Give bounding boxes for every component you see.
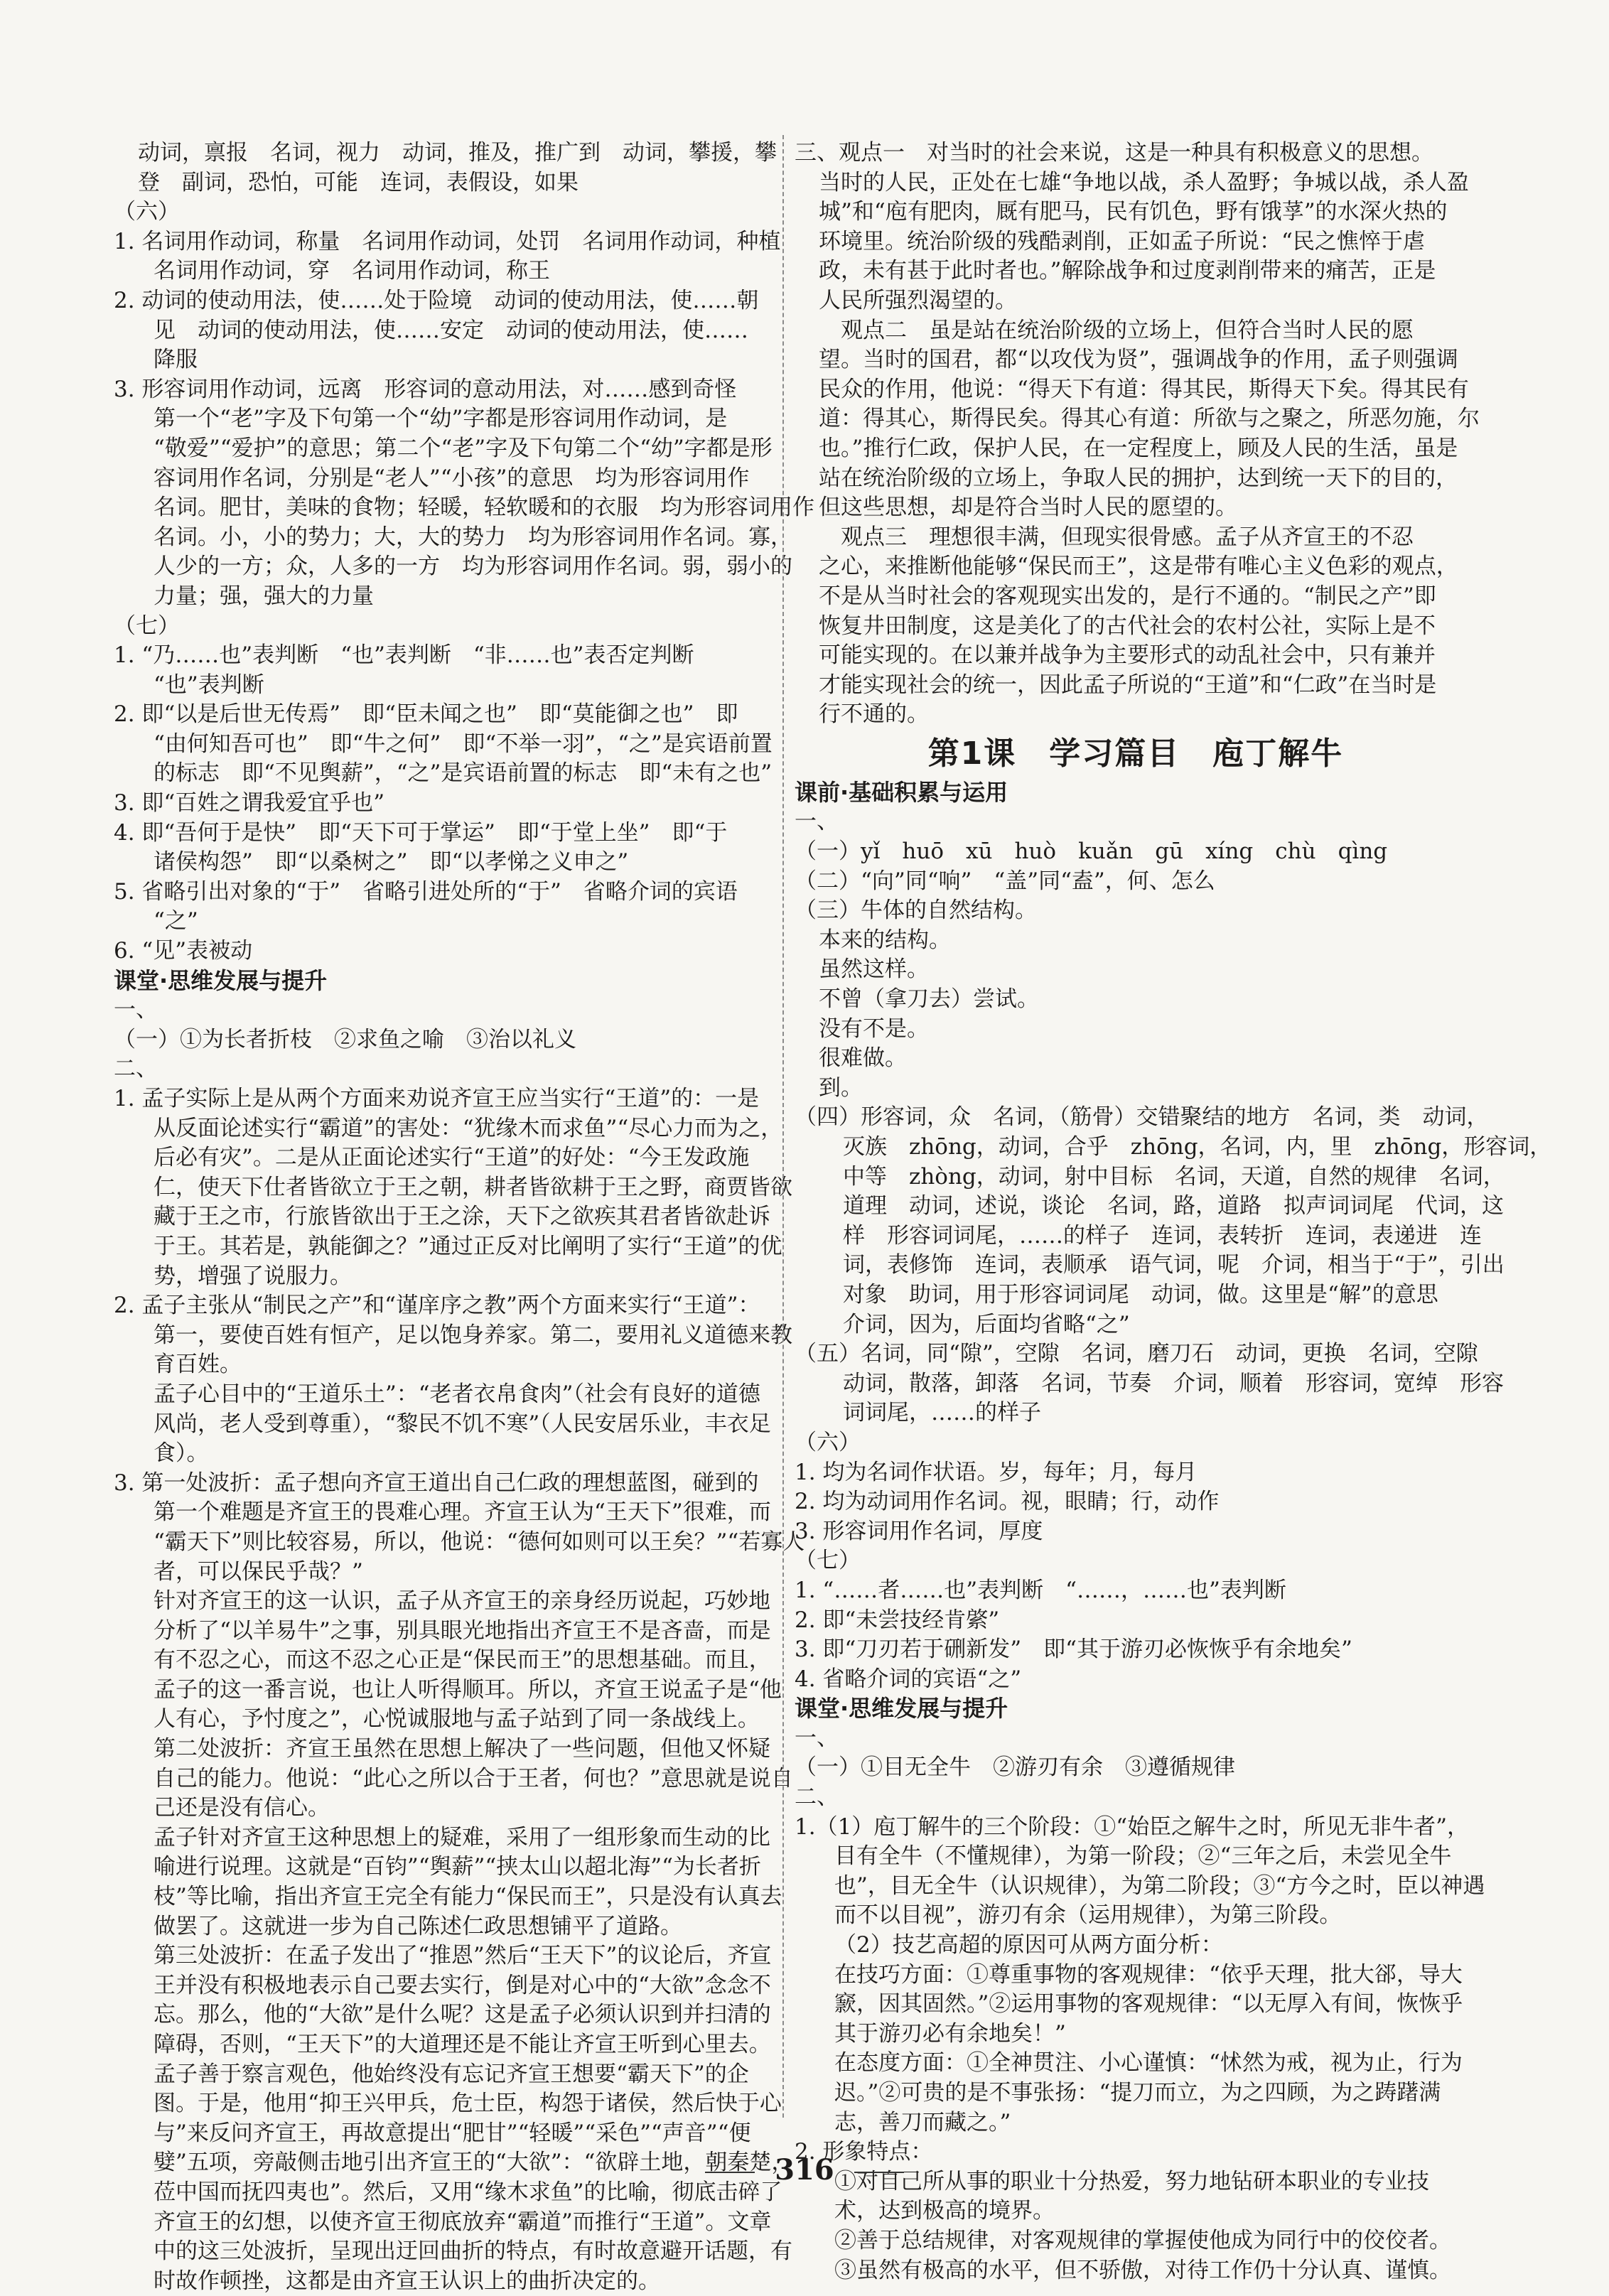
text-line: 观点三 理想很丰满，但现实很骨感。孟子从齐宣王的不忍 xyxy=(819,524,1414,550)
text-line: 不是从当时社会的客观现实出发的，是行不通的。“制民之产”即 xyxy=(819,583,1436,609)
text-line: 没有不是。 xyxy=(819,1015,929,1042)
text-line: 孟子善于察言观色，他始终没有忘记齐宣王想要“霸天下”的企 xyxy=(154,2061,749,2087)
text-line: 的标志 即“不见舆薪”，“之”是宾语前置的标志 即“未有之也” xyxy=(154,760,773,787)
footer-dash-right xyxy=(854,2172,904,2173)
text-line: 育百姓。 xyxy=(154,1352,242,1378)
text-line: 才能实现社会的统一，因此孟子所说的“王道”和“仁政”在当时是 xyxy=(819,672,1437,698)
text-line: 词，表修饰 连词，表顺承 语气词，呢 介词，相当于“于”，引出 xyxy=(843,1252,1505,1278)
text-line: 三、观点一 对当时的社会来说，这是一种具有积极意义的思想。 xyxy=(795,140,1433,166)
text-line: 二、 xyxy=(795,1784,839,1811)
text-line: （七） xyxy=(114,613,180,639)
text-line: 第一，要使百姓有恒产，足以饱身养家。第二，要用礼义道德来教 xyxy=(154,1322,792,1348)
text-line: 有不忍之心，而这不忍之心正是“保民而王”的思想基础。而且， xyxy=(154,1647,771,1674)
text-line: 观点二 虽是站在统治阶级的立场上，但符合当时人民的愿 xyxy=(819,317,1414,343)
text-line: 力量；强，强大的力量 xyxy=(154,583,374,609)
text-line: 2. 均为动词用作名词。视，眼睛；行，动作 xyxy=(795,1489,1220,1515)
text-line: 4. 省略介词的宾语“之” xyxy=(795,1666,1022,1692)
text-line: “由何知吾可也” 即“牛之何” 即“不举一羽”，“之”是宾语前置 xyxy=(154,731,773,757)
text-line: 做罢了。这就进一步为自己陈述仁政思想铺平了道路。 xyxy=(154,1913,682,1939)
text-line: 不曾（拿刀去）尝试。 xyxy=(819,986,1039,1013)
text-line: 城”和“庖有肥肉，厩有肥马，民有饥色，野有饿莩”的水深火热的 xyxy=(819,199,1448,225)
text-line: 1. 均为名词作状语。岁，每年；月，每月 xyxy=(795,1459,1198,1485)
text-line: 障碍，否则，“王天下”的大道理还是不能让齐宣王听到心里去。 xyxy=(154,2032,771,2057)
text-line: 术，达到极高的境界。 xyxy=(834,2198,1055,2224)
text-line: 也”，目无全牛（认识规律），为第二阶段；③“方今之时，臣以神遇 xyxy=(834,1872,1485,1899)
text-line: 枝”等比喻，指出齐宣王完全有能力“保民而王”，只是没有认真去 xyxy=(154,1884,782,1910)
text-line: 风尚，老人受到尊重），“黎民不饥不寒”（人民安居乐业，丰衣足 xyxy=(154,1411,771,1437)
text-line: 名词。肥甘，美味的食物；轻暖，轻软暖和的衣服 均为形容词用作 xyxy=(154,495,814,521)
text-line: 恢复井田制度，这是美化了的古代社会的农村公社，实际上是不 xyxy=(819,613,1436,639)
text-line: 环境里。统治阶级的残酷剥削，正如孟子所说：“民之憔悴于虐 xyxy=(819,228,1425,254)
text-line: 2. 动词的使动用法，使……处于险境 动词的使动用法，使……朝 xyxy=(114,287,759,313)
text-line: 政，未有甚于此时者也。”解除战争和过度剥削带来的痛苦，正是 xyxy=(819,258,1436,284)
text-line: 道：得其心，斯得民矣。得其心有道：所欲与之聚之，所恶勿施，尔 xyxy=(819,406,1480,432)
footer-dash-left xyxy=(705,2172,755,2173)
text-line: 第一个“老”字及下句第一个“幼”字都是形容词用作动词，是 xyxy=(154,406,728,432)
text-line: 一、 xyxy=(114,997,158,1023)
text-line: 3. 即“百姓之谓我爱宜乎也” xyxy=(114,790,385,816)
text-line: 降服 xyxy=(154,347,198,373)
text-line: ①对自己所从事的职业十分热爱，努力地钻研本职业的专业技 xyxy=(834,2168,1429,2194)
text-line: 时故作顿挫，这都是由齐宣王认识上的曲折决定的。 xyxy=(154,2268,660,2294)
text-line: 一、 xyxy=(795,809,839,835)
text-line: （六） xyxy=(114,199,180,225)
text-line: 其于游刃必有余地矣！” xyxy=(834,2020,1066,2047)
text-line: 对象 助词，用于形容词词尾 动词，做。这里是“解”的意思 xyxy=(843,1281,1438,1308)
text-line: 齐宣王的幻想，以使齐宣王彻底放弃“霸道”而推行“王道”。文章 xyxy=(154,2209,772,2235)
text-line: （五）名词，同“隙”，空隙 名词，磨刀石 动词，更换 名词，空隙 xyxy=(795,1341,1478,1367)
text-line: 人有心，予忖度之”，心悦诚服地与孟子站到了同一条战线上。 xyxy=(154,1706,760,1732)
text-line: 一、 xyxy=(795,1725,839,1751)
text-line: “敬爱”“爱护”的意思；第二个“老”字及下句第二个“幼”字都是形 xyxy=(154,435,773,461)
text-line: 但这些思想，却是符合当时人民的愿望的。 xyxy=(819,495,1237,521)
text-line: 道理 动词，述说，谈论 名词，路，道路 拟声词词尾 代词，这 xyxy=(843,1193,1504,1219)
right-column xyxy=(795,139,1552,2285)
text-line: 从反面论述实行“霸道”的害处：“犹缘木而求鱼”“尽心力而为之， xyxy=(154,1115,783,1141)
text-line: 者，可以保民乎哉？” xyxy=(154,1558,363,1585)
text-line: 诸侯构怨” 即“以桑树之” 即“以孝悌之义申之” xyxy=(154,849,629,875)
text-line: 到。 xyxy=(819,1074,863,1101)
text-line: 5. 省略引出对象的“于” 省略引进处所的“于” 省略介词的宾语 xyxy=(114,878,738,905)
text-line: 分析了“以羊易牛”之事，别具眼光地指出齐宣王不是吝啬，而是 xyxy=(154,1617,771,1644)
text-line: 动词，散落，卸落 名词，节奏 介词，顺着 形容词，宽绰 形容 xyxy=(843,1370,1504,1396)
text-line: 孟子针对齐宣王这种思想上的疑难，采用了一组形象而生动的比 xyxy=(154,1824,770,1850)
text-line: 忘。那么，他的“大欲”是什么呢？这是孟子必须认识到并扫清的 xyxy=(154,2002,771,2028)
text-line: 孟子心目中的“王道乐土”：“老者衣帛食肉”（社会有良好的道德 xyxy=(154,1381,760,1407)
text-line: 也。”推行仁政，保护人民，在一定程度上，顾及人民的生活，虽是 xyxy=(819,435,1458,461)
text-line: 1. “……者……也”表判断 “……，……也”表判断 xyxy=(795,1577,1286,1603)
page-number-footer xyxy=(0,2153,1609,2187)
text-line: 孟子的这一番言说，也让人听得顺耳。所以，齐宣王说孟子是“他 xyxy=(154,1676,782,1703)
text-line: 2. 即“未尝技经肯綮” xyxy=(795,1607,1000,1633)
text-line: 而不以目视”，游刃有余（运用规律），为第三阶段。 xyxy=(834,1902,1342,1929)
text-line: 3. 形容词用作名词，厚度 xyxy=(795,1518,1043,1544)
text-line: （七） xyxy=(795,1548,861,1574)
text-line: “也”表判断 xyxy=(154,672,264,698)
text-line: 容词用作名词，分别是“老人”“小孩”的意思 均为形容词用作 xyxy=(154,465,750,491)
text-line: 动词，禀报 名词，视力 动词，推及，推广到 动词，攀援，攀 xyxy=(138,140,777,166)
text-line: 志，善刀而藏之。” xyxy=(834,2109,1011,2135)
text-line: 人民所强烈渴望的。 xyxy=(819,287,1017,313)
text-line: 行不通的。 xyxy=(819,701,929,728)
text-line: 自己的能力。他说：“此心之所以合于王者，何也？”意思就是说自 xyxy=(154,1765,793,1791)
text-line: 莅中国而抚四夷也”。然后，又用“缘木求鱼”的比喻，彻底击碎了 xyxy=(154,2179,782,2205)
text-line: 虽然这样。 xyxy=(819,956,929,983)
text-line: 词词尾，……的样子 xyxy=(843,1400,1041,1426)
text-line: 介词，因为，后面均省略“之” xyxy=(843,1311,1130,1337)
column-divider xyxy=(782,135,784,2118)
text-line: 名词用作动词，穿 名词用作动词，称王 xyxy=(154,258,550,284)
page-number: 316 xyxy=(775,2153,834,2187)
text-line: 与”来反问齐宣王，再故意提出“肥甘”“轻暖”“采色”“声音”“便 xyxy=(154,2120,751,2146)
text-line: 嬖”五项，旁敲侧击地引出齐宣王的“大欲”：“欲辟土地，朝秦楚， xyxy=(154,2150,794,2176)
text-line: 中等 zhòng，动词，射中目标 名词，天道，自然的规律 名词， xyxy=(843,1163,1505,1190)
text-line: 在态度方面：①全神贯注、小心谨慎：“怵然为戒，视为止，行为 xyxy=(834,2050,1463,2076)
text-line: 1. 名词用作动词，称量 名词用作动词，处罚 名词用作动词，种植 xyxy=(114,228,781,254)
text-line: 喻进行说理。这就是“百钧”“舆薪”“挟太山以超北海”“为长者折 xyxy=(154,1854,761,1880)
text-line: （二）“向”同“响” “盖”同“盍”，何、怎么 xyxy=(795,868,1215,894)
text-line: （四）形容词，众 名词，（筋骨）交错聚结的地方 名词，类 动词， xyxy=(795,1104,1489,1131)
text-line: ②善于总结规律，对客观规律的掌握使他成为同行中的佼佼者。 xyxy=(834,2227,1451,2253)
text-line: 势，增强了说服力。 xyxy=(154,1263,352,1289)
text-line: “霸天下”则比较容易，所以，他说：“德何如则可以王矣？”“若寡人 xyxy=(154,1529,805,1555)
text-line: 人少的一方；众，人多的一方 均为形容词用作名词。弱，弱小的 xyxy=(154,554,792,580)
text-line: 中的这三处波折，呈现出迂回曲折的特点，有时故意避开话题，有 xyxy=(154,2238,792,2265)
text-line: 针对齐宣王的这一认识，孟子从齐宣王的亲身经历说起，巧妙地 xyxy=(154,1588,770,1615)
text-line: 名词。小，小的势力；大，大的势力 均为形容词用作名词。寡， xyxy=(154,524,792,550)
text-line: 望。当时的国君，都“以攻伐为贤”，强调战争的作用，孟子则强调 xyxy=(819,347,1458,373)
text-line: 之心，来推断他能够“保民而王”，这是带有唯心主义色彩的观点， xyxy=(819,554,1458,580)
text-line: 3. 第一处波折：孟子想向齐宣王道出自己仁政的理想蓝图，碰到的 xyxy=(114,1470,759,1496)
text-line: 迟。”②可贵的是不事张扬：“提刀而立，为之四顾，为之踌躇满 xyxy=(834,2080,1441,2106)
text-line: 第三处波折：在孟子发出了“推恩”然后“王天下”的议论后，齐宣 xyxy=(154,1943,772,1969)
text-line: 6. “见”表被动 xyxy=(114,938,253,964)
text-line: 本来的结构。 xyxy=(819,927,951,953)
text-line: 第二处波折：齐宣王虽然在思想上解决了一些问题，但他又怀疑 xyxy=(154,1736,770,1762)
text-line: （一）①为长者折枝 ②求鱼之喻 ③治以礼义 xyxy=(114,1026,576,1052)
text-line: 图。于是，他用“抑王兴甲兵，危士臣，构怨于诸侯，然后快于心 xyxy=(154,2091,782,2117)
text-line: 第一个难题是齐宣王的畏难心理。齐宣王认为“王天下”很难，而 xyxy=(154,1499,771,1526)
text-line: 2. 即“以是后世无传焉” 即“臣未闻之也” 即“莫能御之也” 即 xyxy=(114,701,738,728)
text-line: 民众的作用，他说：“得天下有道：得其民，斯得天下矣。得其民有 xyxy=(819,376,1469,402)
text-line: （一）yǐ huō xū huò kuǎn gū xíng chù qìng xyxy=(795,839,1388,865)
text-line: 4. 即“吾何于是快” 即“天下可于掌运” 即“于堂上坐” 即“于 xyxy=(114,819,728,846)
text-line: 很难做。 xyxy=(819,1045,907,1072)
text-line: 藏于王之市，行旅皆欲出于王之涂，天下之欲疾其君者皆欲赴诉 xyxy=(154,1204,770,1230)
text-line: 可能实现的。在以兼并战争为主要形式的动乱社会中，只有兼并 xyxy=(819,642,1436,669)
text-line: （一）①目无全牛 ②游刃有余 ③遵循规律 xyxy=(795,1755,1235,1781)
text-line: （六） xyxy=(795,1429,861,1455)
text-line: “之” xyxy=(154,908,198,934)
text-line: 仁，使天下仕者皆欲立于王之朝，耕者皆欲耕于王之野，商贾皆欲 xyxy=(154,1174,792,1200)
text-line: 1. 孟子实际上是从两个方面来劝说齐宣王应当实行“王道”的：一是 xyxy=(114,1086,760,1111)
text-line: 二、 xyxy=(114,1056,158,1082)
text-line: 在技巧方面：①尊重事物的客观规律：“依乎天理，批大郤，导大 xyxy=(834,1961,1463,1988)
text-line: 王并没有积极地表示自己要去实行，倒是对心中的“大欲”念念不 xyxy=(154,1972,771,1998)
text-line: 3. 形容词用作动词，远离 形容词的意动用法，对……感到奇怪 xyxy=(114,376,737,402)
section-heading: 课堂·思维发展与提升 xyxy=(795,1695,1008,1723)
text-line: ③虽然有极高的水平，但不骄傲，对待工作仍十分认真、谨慎。 xyxy=(834,2257,1451,2283)
text-line: 食）。 xyxy=(154,1440,209,1467)
text-line: 目有全牛（不懂规律），为第一阶段；②“三年之后，未尝见全牛 xyxy=(834,1843,1452,1870)
text-line: 当时的人民，正处在七雄“争地以战，杀人盈野；争城以战，杀人盈 xyxy=(819,169,1469,195)
section-heading: 课前·基础积累与运用 xyxy=(795,778,1008,806)
text-line: 窾，因其固然。”②运用事物的客观规律：“以无厚入有间，恢恢乎 xyxy=(834,1991,1463,2017)
text-line: 站在统治阶级的立场上，争取人民的拥护，达到统一天下的目的， xyxy=(819,465,1458,491)
text-line: 2. 形象特点： xyxy=(795,2139,933,2165)
text-line: （2）技艺高超的原因可从两方面分析： xyxy=(834,1932,1223,1958)
section-heading: 课堂·思维发展与提升 xyxy=(114,966,328,994)
text-line: 于王。其若是，孰能御之？”通过正反对比阐明了实行“王道”的优 xyxy=(154,1233,782,1259)
text-line: 2. 孟子主张从“制民之产”和“谨庠序之教”两个方面来实行“王道”： xyxy=(114,1293,760,1319)
text-line: 3. 即“刀刃若于硎新发” 即“其于游刃必恢恢乎有余地矣” xyxy=(795,1637,1352,1663)
lesson-title: 第1课 学习篇目 庖丁解牛 xyxy=(927,735,1344,772)
text-line: 己还是没有信心。 xyxy=(154,1795,330,1821)
text-line: 后必有灾”。二是从正面论述实行“王道”的好处：“今王发政施 xyxy=(154,1145,750,1171)
text-line: 1.（1）庖丁解牛的三个阶段：①“始臣之解牛之时，所见无非牛者”， xyxy=(795,1813,1469,1840)
text-line: （三）牛体的自然结构。 xyxy=(795,898,1037,924)
text-line: 样 形容词词尾，……的样子 连词，表转折 连词，表递进 连 xyxy=(843,1222,1482,1249)
text-line: 见 动词的使动用法，使……安定 动词的使动用法，使…… xyxy=(154,317,748,343)
text-line: 1. “乃……也”表判断 “也”表判断 “非……也”表否定判断 xyxy=(114,642,694,669)
text-line: 登 副词，恐怕，可能 连词，表假设，如果 xyxy=(138,169,579,195)
text-line: 灭族 zhōng，动词，合乎 zhōng，名词，内，里 zhōng，形容词， xyxy=(843,1134,1552,1160)
